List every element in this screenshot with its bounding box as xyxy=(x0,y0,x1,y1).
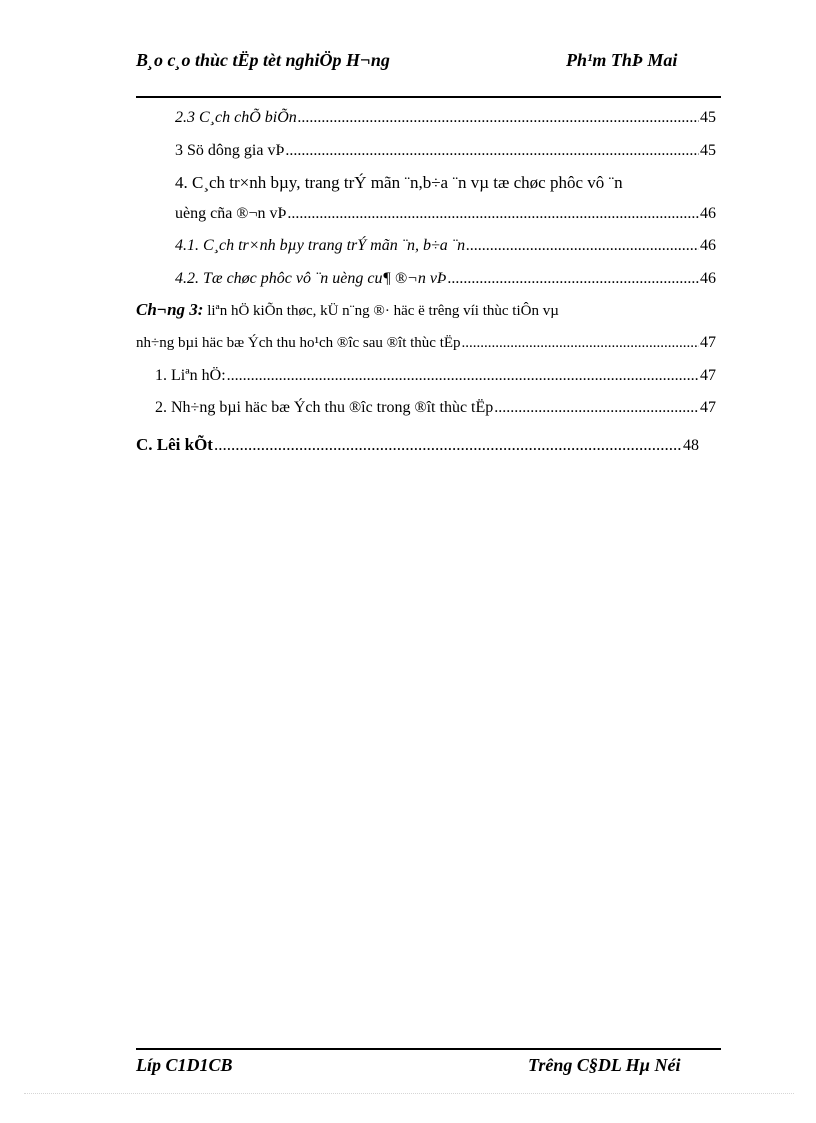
toc-page-number: 47 xyxy=(700,334,716,351)
toc-chapter-3-line2 xyxy=(136,332,716,354)
toc-entry-4-line1: 4. C¸ch tr×nh bµy, trang trÝ mãn ¨n,b÷a ¨n vµ tæ chøc phôc vô ¨n xyxy=(175,173,623,192)
toc-leader-dots xyxy=(287,203,699,225)
toc-entry-4-2 xyxy=(175,268,716,290)
toc-entry-title: 2.3 C¸ch chÕ biÕn xyxy=(175,109,297,126)
toc-entry-title: 4.2. Tæ chøc phôc vô ¨n uèng cu¶ ®¬n vÞ xyxy=(175,270,447,287)
toc-page-number: 46 xyxy=(700,270,716,287)
toc-entry-title: 4.1. C¸ch tr×nh bµy trang trÝ mãn ¨n, b÷a ¨n xyxy=(175,237,466,254)
toc-entry-2-3 xyxy=(175,107,716,129)
toc-leader-dots xyxy=(214,434,682,456)
toc-entry-bài-học xyxy=(155,397,716,419)
toc-leader-dots xyxy=(227,365,699,387)
header-report-title: B¸o c¸o thùc tËp tèt nghiÖp H¬ng xyxy=(136,50,390,70)
toc-chapter-label: Ch¬ng 3: xyxy=(136,300,204,319)
toc-leader-dots xyxy=(466,235,699,257)
toc-page-number: 47 xyxy=(700,367,716,384)
toc-entry-4-line2 xyxy=(175,203,716,225)
toc-page-number: 46 xyxy=(700,237,716,254)
toc-page-number: 48 xyxy=(683,437,699,454)
toc-entry-4-1 xyxy=(175,235,716,257)
page-bottom-border xyxy=(24,1093,794,1094)
toc-page-number: 46 xyxy=(700,205,716,222)
footer-class-code: Líp C1D1CB xyxy=(136,1055,233,1075)
toc-leader-dots xyxy=(285,140,699,162)
toc-leader-dots xyxy=(298,107,699,129)
footer-school-name: Trêng C§DL Hµ Néi xyxy=(528,1055,681,1075)
toc-chapter-3-line1 xyxy=(136,299,559,322)
toc-entry-title: 1. Liªn hÖ: xyxy=(155,367,226,384)
toc-entry-title: uèng cña ®¬n vÞ xyxy=(175,205,287,222)
toc-entry-title: 2. Nh÷ng bµi häc bæ Ých thu ®îc trong ®ît thùc tËp xyxy=(155,399,494,416)
toc-entry-liên-hệ xyxy=(155,365,716,387)
toc-page-number: 45 xyxy=(700,109,716,126)
toc-entry-title: C. Lêi kÕt xyxy=(136,435,213,454)
toc-conclusion xyxy=(136,434,699,457)
header-author-name: Ph¹m ThÞ Mai xyxy=(566,50,678,70)
toc-leader-dots xyxy=(462,332,699,354)
toc-entry-title: 3 Sö dông gia vÞ xyxy=(175,142,285,159)
toc-leader-dots xyxy=(448,268,699,290)
toc-entry-title: nh÷ng bµi häc bæ Ých thu ho¹ch ®îc sau ®ît thùc tËp xyxy=(136,335,461,351)
toc-chapter-title: liªn hÖ kiÕn thøc, kÜ n¨ng ®· häc ë trêng víi thùc tiÔn vµ xyxy=(203,303,559,319)
toc-leader-dots xyxy=(494,397,699,419)
footer-rule xyxy=(136,1048,721,1050)
toc-page-number: 45 xyxy=(700,142,716,159)
toc-page-number: 47 xyxy=(700,399,716,416)
header-rule xyxy=(136,96,721,98)
toc-entry-3 xyxy=(175,140,716,162)
